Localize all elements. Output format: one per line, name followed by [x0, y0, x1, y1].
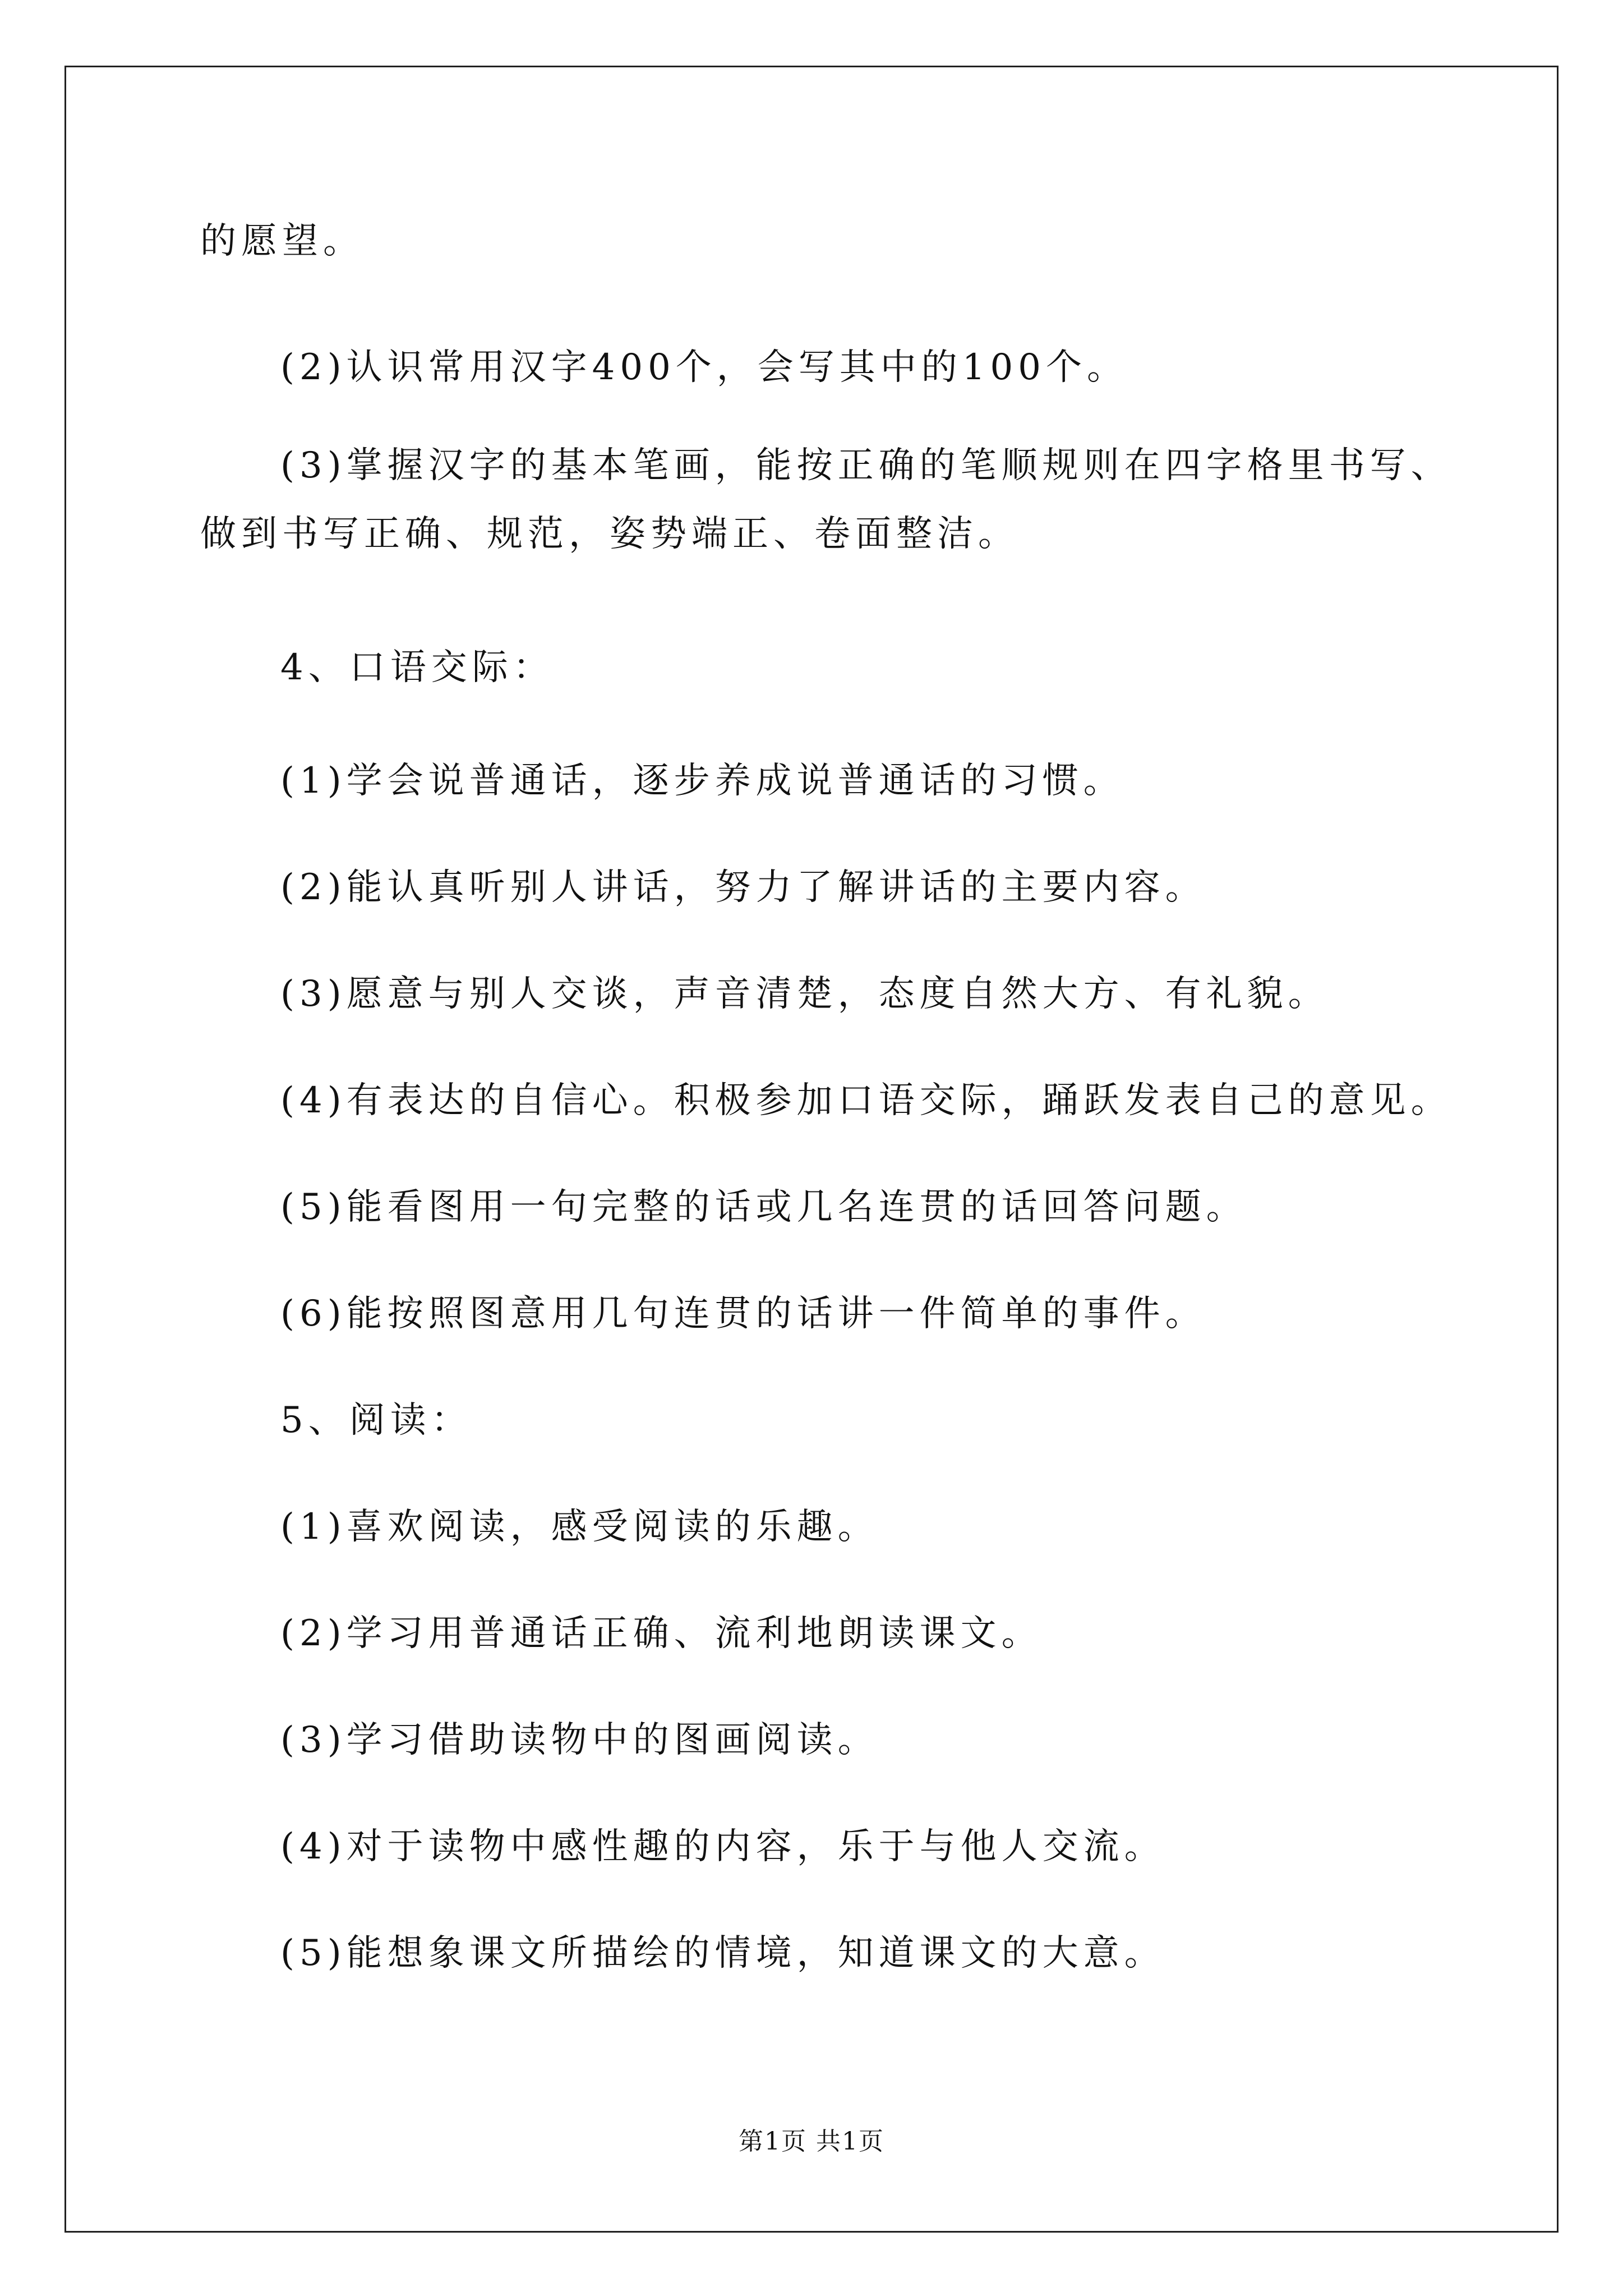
text-line: 做到书写正确、规范，姿势端正、卷面整洁。 — [200, 513, 1019, 555]
text-line: (2)认识常用汉字400个，会写其中的100个。 — [280, 347, 1128, 388]
page-number: 第1页 共1页 — [739, 2127, 884, 2156]
section-heading: 4、口语交际： — [280, 647, 554, 688]
text-line: (1)喜欢阅读，感受阅读的乐趣。 — [280, 1506, 879, 1548]
section-heading: 5、阅读： — [280, 1400, 472, 1441]
text-line: (4)有表达的自信心。积极参加口语交际，踊跃发表自己的意见。 — [280, 1080, 1452, 1121]
text-line: (3)愿意与别人交谈，声音清楚，态度自然大方、有礼貌。 — [280, 973, 1329, 1015]
text-line: (5)能想象课文所描绘的情境，知道课文的大意。 — [280, 1932, 1165, 1974]
page-border — [64, 66, 1559, 2233]
text-line: (3)学习借助读物中的图画阅读。 — [280, 1719, 879, 1761]
text-line: (2)学习用普通话正确、流利地朗读课文。 — [280, 1613, 1043, 1654]
text-line: (5)能看图用一句完整的话或几名连贯的话回答问题。 — [280, 1186, 1247, 1228]
text-line: 的愿望。 — [200, 220, 364, 262]
text-line: (2)能认真听别人讲话，努力了解讲话的主要内容。 — [280, 867, 1206, 908]
text-line: (4)对于读物中感性趣的内容，乐于与他人交流。 — [280, 1826, 1165, 1867]
text-line: (3)掌握汉字的基本笔画，能按正确的笔顺规则在四字格里书写、 — [280, 445, 1452, 486]
text-line: (6)能按照图意用几句连贯的话讲一件简单的事件。 — [280, 1293, 1206, 1335]
text-line: (1)学会说普通话，逐步养成说普通话的习惯。 — [280, 760, 1124, 802]
